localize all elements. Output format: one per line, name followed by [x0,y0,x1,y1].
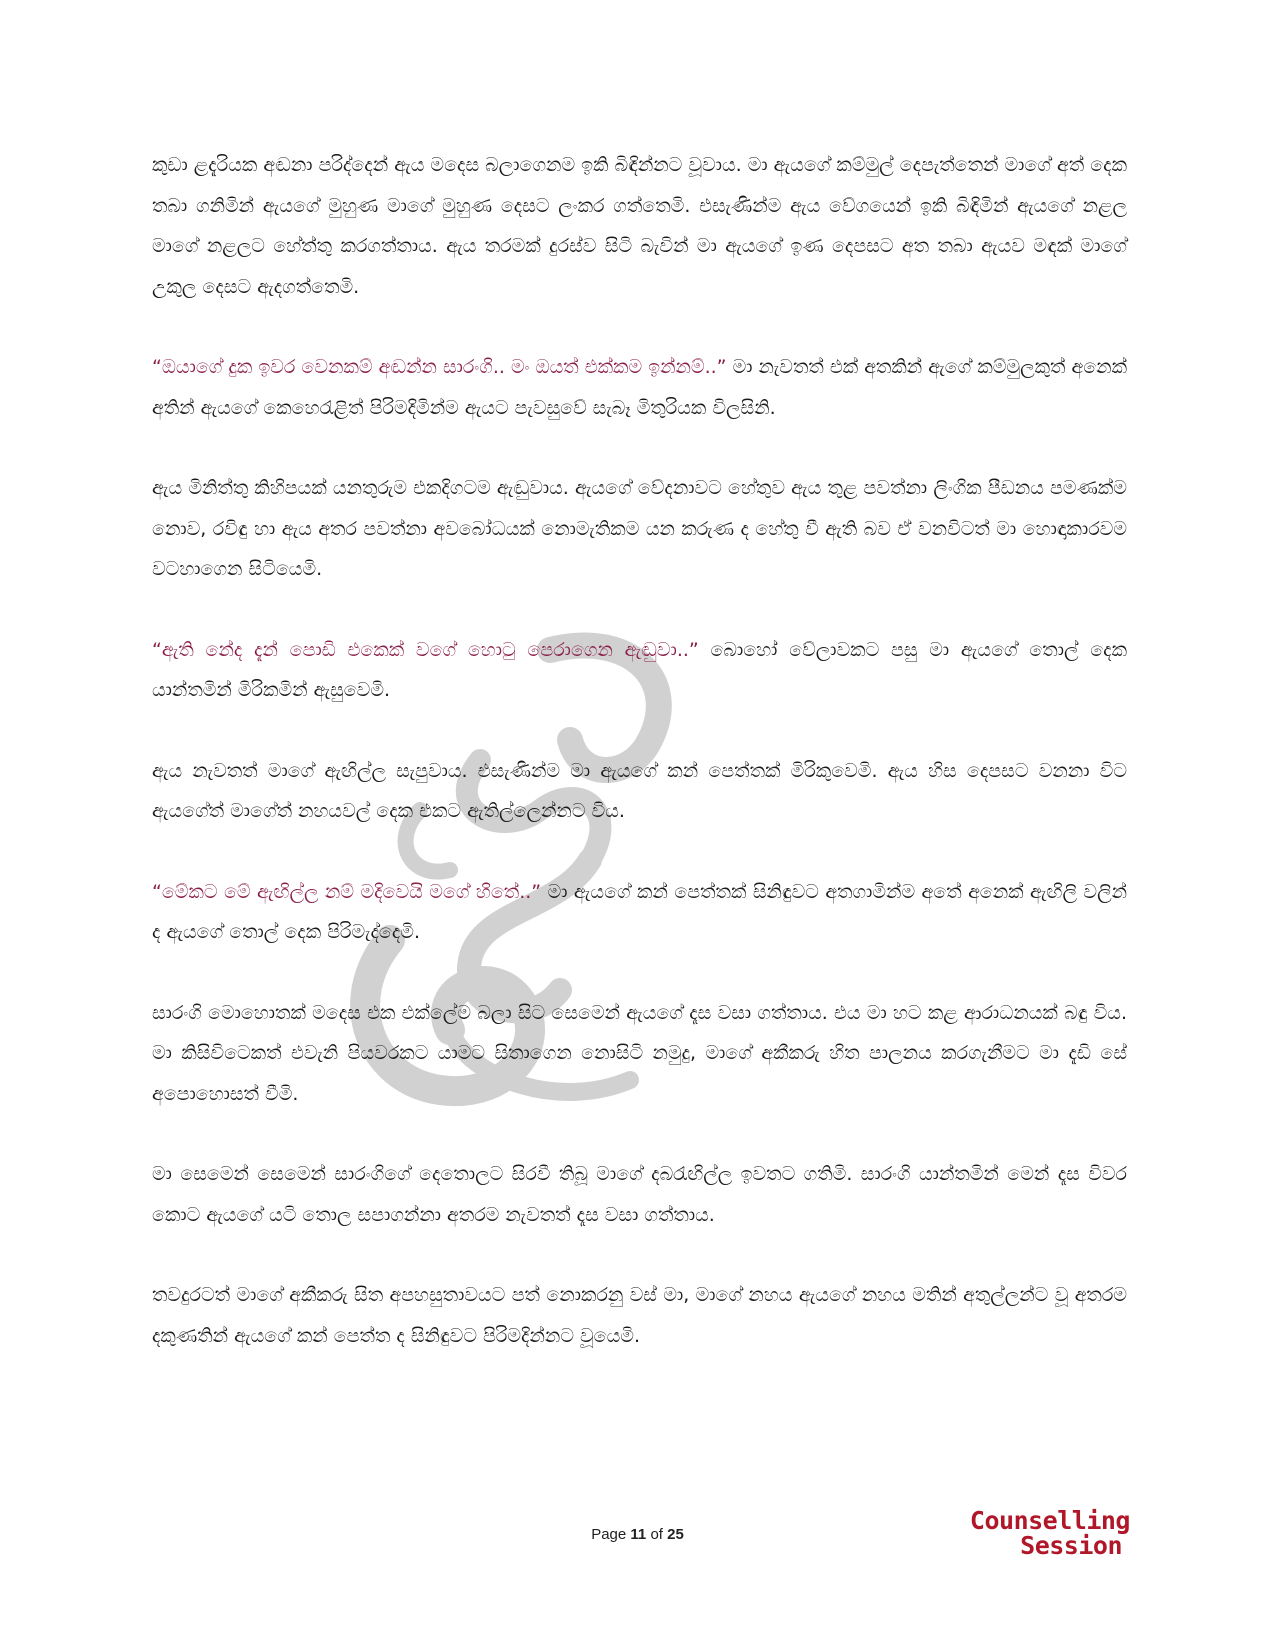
counselling-session-logo [950,1508,1130,1558]
paragraph [152,751,1127,832]
logo-line-1: Counselling [969,1506,1130,1535]
paragraph [152,1154,1127,1235]
paragraph [152,145,1127,307]
narrative-text: මා නැවතත් එක් අතකින් ඇගේ කම්මුලකුත් අනෙක් අතින් ඇයගේ කෙහෙරැළිත් පිරිමදිමින්ම ඇයට පැවසුවේ සැබෑ මිතුරියක විලසිනි. [152,356,1127,419]
dialogue-quote: “ඇති නේද දැන් පොඩි එකෙක් වගේ හොටු පෙරාගෙන ඇඬුවා..” [152,638,699,661]
narrative-text: ඇය මිනිත්තු කිහිපයක් යනතුරුම එකදිගටම ඇඬුවාය. ඇයගේ වේදනාවට හේතුව ඇය තුළ පවත්නා ලිංගික පීඩනය පමණක්ම නොව, රවිඳු හා ඇය අතර පවත්නා අවබෝධයක් නොමැතිකම යන කරුණ ද හේතු වී ඇති බව ඒ වනවිටත් මා හොඳාකාරවම වටහාගෙන සිටියෙමි. [152,477,1127,580]
paragraph [152,630,1127,711]
paragraph [152,1275,1127,1356]
page-prefix: Page [591,1526,627,1543]
narrative-text: ඇය නැවතත් මාගේ ඇඟිල්ල සැපුවාය. එසැණින්ම මා ඇයගේ කන් පෙත්තක් මිරිකුවෙමි. ඇය හිස දෙපසට වනනා විට ඇයගේත් මාගේත් නහයවල් දෙක එකට ඇතිල්ලෙන්නට විය. [152,759,1127,822]
page-total: 25 [667,1526,684,1543]
narrative-text: මා සෙමෙන් සෙමෙන් සාරංගිගේ දෙතොලට සිරවී තිබූ මාගේ දබරැඟිල්ල ඉවතට ගතිමි. සාරංගි යාන්තමින් මෙන් දෑස විවර කොට ඇයගේ යටි තොල සපාගන්නා අතරම නැවතත් දෑස වසා ගත්තාය. [152,1163,1127,1226]
page-current: 11 [630,1526,647,1543]
dialogue-quote: “මේකට මේ ඇඟිල්ල නම් මදිවෙයි මගේ හිතේ..” [152,880,542,903]
page-of: of [650,1526,663,1543]
logo-line-2: Session [1020,1531,1122,1560]
narrative-text: සාරංගි මොහොතක් මදෙස එක එක්ලේම බලා සිට සෙමෙන් ඇයගේ දෑස වසා ගත්තාය. එය මා හට කළ ආරාධනයක් බඳු විය. මා කිසිවිටෙකත් එවැනි පියවරකට යාමට සිතාගෙන නොසිටි නමුදු, මාගේ අකීකරු හිත පාලනය කරගැනීමට මා දැඩි සේ අපොහොසත් වීමි. [152,1001,1127,1105]
paragraph [152,993,1127,1115]
article-body [152,145,1127,1396]
paragraph [152,347,1127,428]
narrative-text: මා ඇයගේ කන් පෙත්තක් සිනිඳුවට අතගාමින්ම අතේ අනෙක් ඇඟිලි වලින් ද ඇයගේ තොල් දෙක පිරිමැද්දෙමි. [152,880,1127,943]
narrative-text: බොහෝ වේලාවකට පසු මා ඇයගේ තොල් දෙක යාන්තමින් මිරිකමින් ඇසුවෙමි. [152,638,1127,701]
narrative-text: කුඩා ළදැරියක අඬනා පරිද්දෙන් ඇය මදෙස බලාගෙනම ඉකි බිඳින්නට වූවාය. මා ඇයගේ කම්මුල් දෙපැත්තෙන් මාගේ අත් දෙක තබා ගනිමින් ඇයගේ මුහුණ මාගේ මුහුණ දෙසට ලංකර ගත්තෙමි. එසැණින්ම ඇය වේගයෙන් ඉකි බිඳිමින් ඇයගේ නළල මාගේ නළලට හේත්තු කරගත්තාය. ඇය තරමක් දුරස්ව සිටි බැවින් මා ඇයගේ ඉණ දෙපසට අත තබා ඇයව මඳක් මාගේ උකුල දෙසට ඇදගත්තෙමි. [152,154,1127,298]
paragraph [152,872,1127,953]
paragraph [152,468,1127,590]
dialogue-quote: “ඔයාගේ දුක ඉවර වෙනකම් අඬන්න සාරංගි.. මං ඔයත් එක්කම ඉන්නම්..” [152,356,727,378]
narrative-text: තවදුරටත් මාගේ අකීකරු සිත අපහසුතාවයට පත් නොකරනු වස් මා, මාගේ නහය ඇයගේ නහය මතින් අතුල්ලන්ට වූ අතරම දකුණතින් ඇයගේ කන් පෙත්ත ද සිනිඳුවට පිරිමදින්නට වූයෙමි. [152,1284,1127,1347]
